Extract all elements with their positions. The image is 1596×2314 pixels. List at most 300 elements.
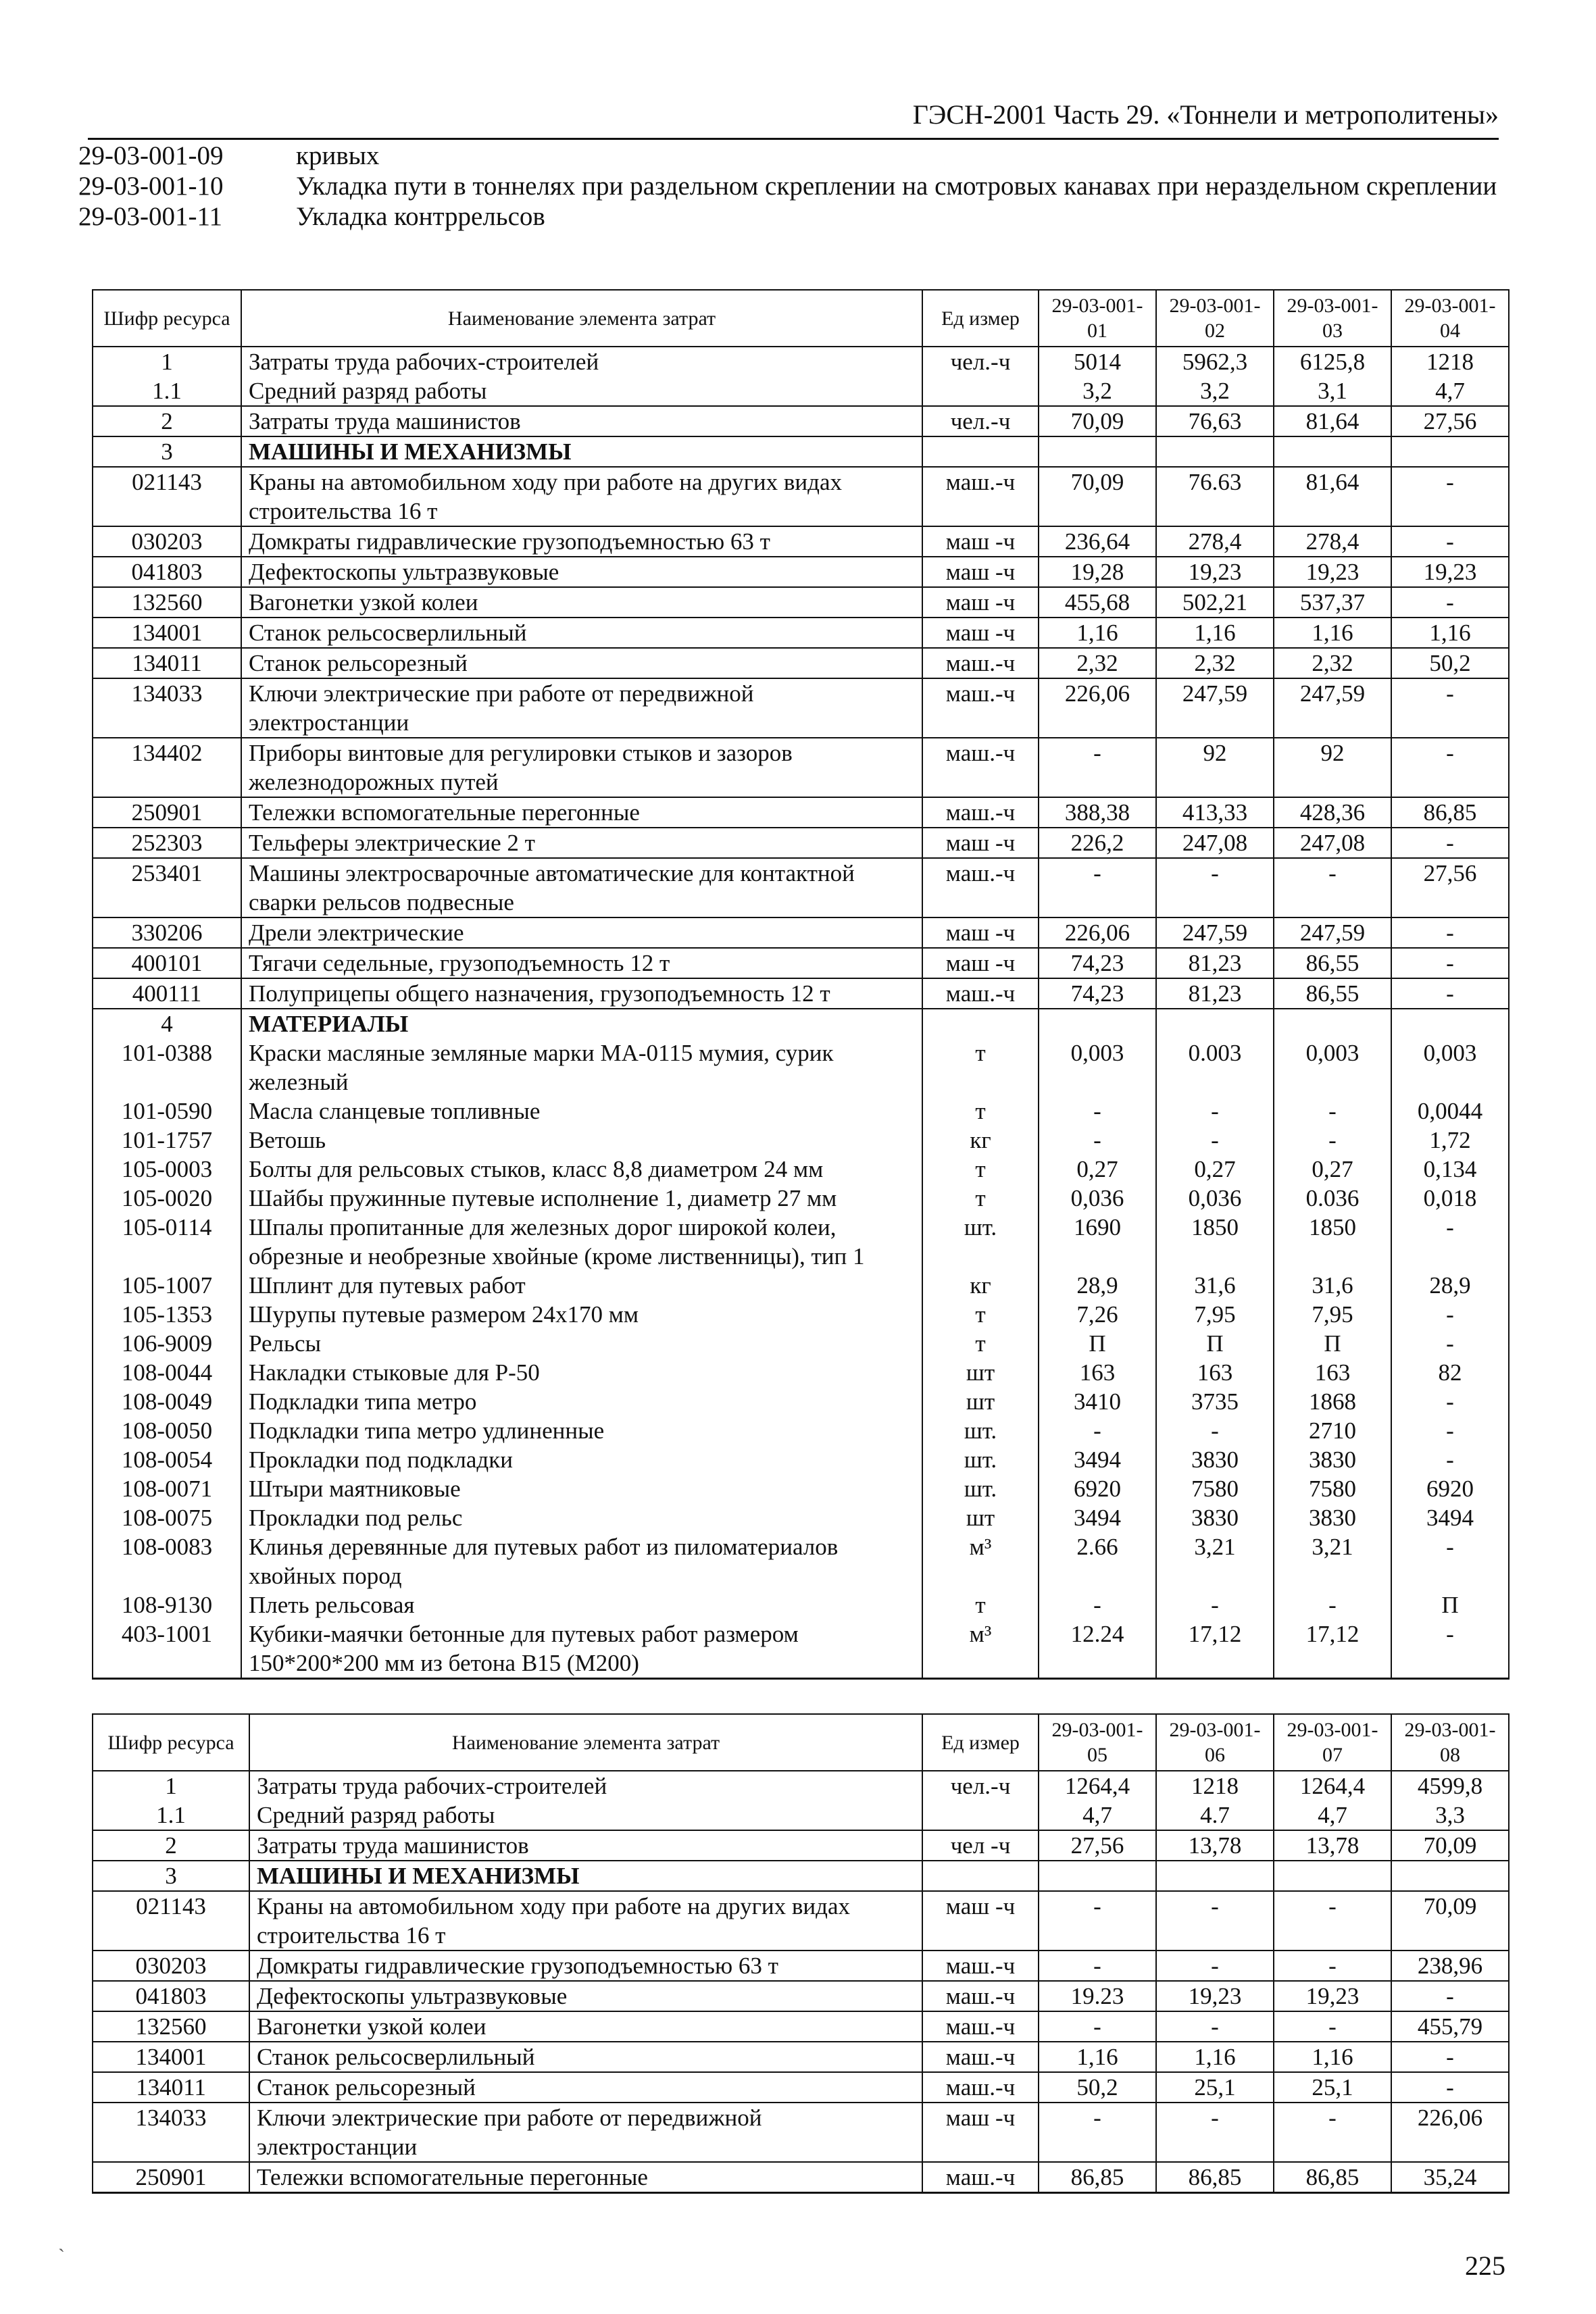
value-cell: 70,09	[1039, 406, 1156, 436]
value-cell: 3,1	[1274, 376, 1391, 406]
value-cell: -	[1039, 2103, 1156, 2162]
header-unit: Ед измер	[922, 1714, 1039, 1771]
table-row	[93, 436, 1509, 467]
value-cell: 19,23	[1391, 557, 1509, 587]
table-row	[93, 1416, 1509, 1445]
value-cell: -	[1391, 587, 1509, 618]
header-norm-col: 29-03-001-01	[1039, 290, 1156, 347]
cost-element-cell: Масла сланцевые топливные	[241, 1097, 922, 1126]
table-row	[93, 2042, 1509, 2072]
resource-code-cell: 134033	[93, 2103, 249, 2162]
resource-code-cell: 108-0044	[93, 1358, 241, 1387]
value-cell: 50,2	[1391, 648, 1509, 678]
value-cell: 163	[1156, 1358, 1274, 1387]
value-cell: 74,23	[1039, 948, 1156, 978]
value-cell: -	[1391, 1619, 1509, 1679]
value-cell: 31,6	[1274, 1271, 1391, 1300]
table-row	[93, 648, 1509, 678]
unit-cell	[922, 436, 1039, 467]
cost-element-cell: Дефектоскопы ультразвуковые	[249, 1981, 922, 2011]
value-cell: 86,55	[1274, 948, 1391, 978]
unit-cell: т	[922, 1038, 1039, 1097]
value-cell: -	[1274, 2103, 1391, 2162]
resource-code-cell: 134033	[93, 678, 241, 738]
cost-element-cell: Затраты труда рабочих-строителей	[241, 347, 922, 376]
cost-element-cell: Вагонетки узкой колеи	[249, 2011, 922, 2042]
unit-cell: маш -ч	[922, 618, 1039, 648]
resource-code-cell: 132560	[93, 2011, 249, 2042]
unit-cell: т	[922, 1155, 1039, 1184]
value-cell: 70,09	[1391, 1891, 1509, 1951]
cost-element-cell: Накладки стыковые для Р-50	[241, 1358, 922, 1387]
value-cell: -	[1391, 1445, 1509, 1474]
resource-code-cell: 108-0049	[93, 1387, 241, 1416]
value-cell: -	[1391, 678, 1509, 738]
value-cell: 4,7	[1391, 376, 1509, 406]
resource-code-cell: 132560	[93, 587, 241, 618]
value-cell: 1218	[1156, 1771, 1274, 1801]
value-cell: -	[1274, 1891, 1391, 1951]
table-row	[93, 1155, 1509, 1184]
value-cell: 1,72	[1391, 1126, 1509, 1155]
value-cell: 3410	[1039, 1387, 1156, 1416]
value-cell: 247,08	[1274, 828, 1391, 858]
resource-code-cell: 250901	[93, 797, 241, 828]
resource-code-cell: 2	[93, 1830, 249, 1861]
value-cell: -	[1391, 1300, 1509, 1329]
value-cell: 19,28	[1039, 557, 1156, 587]
cost-element-cell: Тележки вспомогательные перегонные	[249, 2162, 922, 2193]
resource-code-cell: 021143	[93, 467, 241, 526]
value-cell: 2.66	[1039, 1532, 1156, 1590]
unit-cell: маш -ч	[922, 2103, 1039, 2162]
value-cell: 7580	[1156, 1474, 1274, 1503]
value-cell: 238,96	[1391, 1951, 1509, 1981]
value-cell	[1274, 436, 1391, 467]
unit-cell: кг	[922, 1126, 1039, 1155]
unit-cell: шт	[922, 1358, 1039, 1387]
table-row	[93, 1981, 1509, 2011]
table-row	[93, 1771, 1509, 1801]
unit-cell: т	[922, 1590, 1039, 1619]
value-cell: 19.23	[1039, 1981, 1156, 2011]
unit-cell: маш.-ч	[922, 467, 1039, 526]
header-resource-code: Шифр ресурса	[93, 1714, 249, 1771]
value-cell: 2,32	[1039, 648, 1156, 678]
unit-cell: маш.-ч	[922, 858, 1039, 917]
value-cell: 226,06	[1039, 917, 1156, 948]
unit-cell: маш.-ч	[922, 2162, 1039, 2193]
table-row	[93, 948, 1509, 978]
value-cell: 25,1	[1156, 2072, 1274, 2103]
value-cell	[1156, 1861, 1274, 1891]
cost-element-cell: МАТЕРИАЛЫ	[241, 1009, 922, 1038]
unit-cell	[922, 1861, 1039, 1891]
resource-code-cell: 106-9009	[93, 1329, 241, 1358]
value-cell: 3830	[1156, 1445, 1274, 1474]
resource-code-cell: 403-1001	[93, 1619, 241, 1679]
value-cell: 19,23	[1156, 557, 1274, 587]
unit-cell: маш -ч	[922, 917, 1039, 948]
table-row	[93, 978, 1509, 1009]
unit-cell: маш -ч	[922, 526, 1039, 557]
value-cell: -	[1274, 2011, 1391, 2042]
resource-code-cell: 108-0075	[93, 1503, 241, 1532]
value-cell: 86,85	[1156, 2162, 1274, 2193]
unit-cell: маш.-ч	[922, 2011, 1039, 2042]
value-cell: -	[1156, 1126, 1274, 1155]
cost-element-cell: Плеть рельсовая	[241, 1590, 922, 1619]
unit-cell: чел.-ч	[922, 1771, 1039, 1801]
resource-code-cell: 400111	[93, 978, 241, 1009]
value-cell: 27,56	[1391, 858, 1509, 917]
table-row	[93, 2011, 1509, 2042]
value-cell: -	[1156, 2011, 1274, 2042]
table-row	[93, 1038, 1509, 1097]
resource-code-cell: 105-0020	[93, 1184, 241, 1213]
value-cell: -	[1391, 1329, 1509, 1358]
value-cell: -	[1391, 917, 1509, 948]
value-cell: -	[1156, 1951, 1274, 1981]
header-cost-element: Наименование элемента затрат	[241, 290, 922, 347]
value-cell: -	[1274, 1097, 1391, 1126]
unit-cell: шт.	[922, 1474, 1039, 1503]
value-cell: 1850	[1274, 1213, 1391, 1271]
resource-code-cell: 3	[93, 1861, 249, 1891]
unit-cell: маш -ч	[922, 828, 1039, 858]
table-row	[93, 467, 1509, 526]
table-row	[93, 1951, 1509, 1981]
scan-speck: `	[58, 2245, 65, 2267]
value-cell: 70,09	[1039, 467, 1156, 526]
value-cell: 2710	[1274, 1416, 1391, 1445]
value-cell: -	[1391, 948, 1509, 978]
work-code-id: 29-03-001-11	[78, 202, 223, 231]
value-cell: -	[1391, 1387, 1509, 1416]
value-cell: 76.63	[1156, 467, 1274, 526]
unit-cell: маш -ч	[922, 587, 1039, 618]
value-cell: 3,21	[1274, 1532, 1391, 1590]
value-cell: -	[1039, 1891, 1156, 1951]
value-cell: 247,08	[1156, 828, 1274, 858]
value-cell: 4,7	[1039, 1801, 1156, 1830]
value-cell: 3735	[1156, 1387, 1274, 1416]
value-cell: 92	[1274, 738, 1391, 797]
table-row	[93, 1830, 1509, 1861]
value-cell: 3494	[1039, 1503, 1156, 1532]
value-cell: 3830	[1274, 1503, 1391, 1532]
value-cell: -	[1039, 1126, 1156, 1155]
table-row	[93, 1474, 1509, 1503]
unit-cell: чел -ч	[922, 1830, 1039, 1861]
cost-element-cell: Дрели электрические	[241, 917, 922, 948]
cost-element-cell: Клинья деревянные для путевых работ из пиломатериалов хвойных пород	[241, 1532, 922, 1590]
document-title: ГЭСН-2001 Часть 29. «Тоннели и метрополитены»	[912, 99, 1499, 130]
cost-element-cell: Полуприцепы общего назначения, грузоподъемность 12 т	[241, 978, 922, 1009]
cost-element-cell: Рельсы	[241, 1329, 922, 1358]
work-code-description: Укладка пути в тоннелях при раздельном скреплении на смотровых канавах при нераздельном скреплении	[296, 172, 1497, 201]
value-cell: 7,95	[1156, 1300, 1274, 1329]
value-cell: 1850	[1156, 1213, 1274, 1271]
cost-element-cell: Затраты труда рабочих-строителей	[249, 1771, 922, 1801]
value-cell: -	[1391, 1981, 1509, 2011]
value-cell: 81,64	[1274, 467, 1391, 526]
value-cell: 163	[1274, 1358, 1391, 1387]
value-cell: 1,16	[1039, 2042, 1156, 2072]
value-cell: 13,78	[1156, 1830, 1274, 1861]
table-row	[93, 1213, 1509, 1271]
header-norm-col: 29-03-001-05	[1039, 1714, 1156, 1771]
value-cell: 0,036	[1039, 1184, 1156, 1213]
resource-code-cell: 253401	[93, 858, 241, 917]
resource-code-cell: 021143	[93, 1891, 249, 1951]
value-cell: -	[1039, 738, 1156, 797]
value-cell: 388,38	[1039, 797, 1156, 828]
table-row	[93, 828, 1509, 858]
value-cell: 1,16	[1039, 618, 1156, 648]
cost-element-cell: Станок рельсосверлильный	[241, 618, 922, 648]
work-code-id: 29-03-001-10	[78, 172, 224, 201]
unit-cell: шт.	[922, 1445, 1039, 1474]
table-row	[93, 1300, 1509, 1329]
table-row	[93, 1329, 1509, 1358]
unit-cell: м³	[922, 1532, 1039, 1590]
value-cell: 2,32	[1274, 648, 1391, 678]
value-cell: 455,68	[1039, 587, 1156, 618]
table-row	[93, 2072, 1509, 2103]
resource-code-cell: 105-0003	[93, 1155, 241, 1184]
value-cell: 7,26	[1039, 1300, 1156, 1329]
resource-code-cell: 1	[93, 347, 241, 376]
value-cell: 25,1	[1274, 2072, 1391, 2103]
table-row	[93, 858, 1509, 917]
cost-element-cell: Станок рельсосверлильный	[249, 2042, 922, 2072]
value-cell: 163	[1039, 1358, 1156, 1387]
cost-element-cell: Болты для рельсовых стыков, класс 8,8 диаметром 24 мм	[241, 1155, 922, 1184]
value-cell: 1690	[1039, 1213, 1156, 1271]
value-cell: 226,2	[1039, 828, 1156, 858]
value-cell: 28,9	[1391, 1271, 1509, 1300]
value-cell: 1,16	[1274, 618, 1391, 648]
header-resource-code: Шифр ресурса	[93, 290, 241, 347]
unit-cell: маш.-ч	[922, 738, 1039, 797]
resource-code-cell: 105-0114	[93, 1213, 241, 1271]
value-cell: 428,36	[1274, 797, 1391, 828]
value-cell: 86,85	[1039, 2162, 1156, 2193]
cost-element-cell: Затраты труда машинистов	[249, 1830, 922, 1861]
value-cell: 74,23	[1039, 978, 1156, 1009]
cost-element-cell: Тельферы электрические 2 т	[241, 828, 922, 858]
value-cell: 0,0044	[1391, 1097, 1509, 1126]
table-row	[93, 406, 1509, 436]
value-cell: 226,06	[1039, 678, 1156, 738]
table-row	[93, 1097, 1509, 1126]
cost-element-cell: Домкраты гидравлические грузоподъемностью 63 т	[249, 1951, 922, 1981]
value-cell: 6125,8	[1274, 347, 1391, 376]
value-cell: 3830	[1156, 1503, 1274, 1532]
unit-cell: т	[922, 1300, 1039, 1329]
value-cell: -	[1039, 1416, 1156, 1445]
cost-element-cell: МАШИНЫ И МЕХАНИЗМЫ	[249, 1861, 922, 1891]
table-row	[93, 1891, 1509, 1951]
table-body	[93, 1771, 1509, 2193]
cost-element-cell: Тележки вспомогательные перегонные	[241, 797, 922, 828]
value-cell: 1,16	[1156, 2042, 1274, 2072]
cost-element-cell: Краски масляные земляные марки МА-0115 мумия, сурик железный	[241, 1038, 922, 1097]
value-cell: 86,55	[1274, 978, 1391, 1009]
cost-element-cell: Средний разряд работы	[249, 1801, 922, 1830]
cost-element-cell: Затраты труда машинистов	[241, 406, 922, 436]
unit-cell: шт.	[922, 1213, 1039, 1271]
unit-cell: шт	[922, 1503, 1039, 1532]
table-row	[93, 1009, 1509, 1038]
value-cell: 2,32	[1156, 648, 1274, 678]
table-row	[93, 2103, 1509, 2162]
work-codes-list	[78, 141, 1504, 232]
value-cell: 19,23	[1156, 1981, 1274, 2011]
value-cell: -	[1391, 1416, 1509, 1445]
value-cell: 0,003	[1274, 1038, 1391, 1097]
table-row	[93, 678, 1509, 738]
value-cell: 4.7	[1156, 1801, 1274, 1830]
value-cell: 6920	[1039, 1474, 1156, 1503]
value-cell: -	[1391, 738, 1509, 797]
resource-code-cell: 108-0050	[93, 1416, 241, 1445]
work-code-id: 29-03-001-09	[78, 141, 224, 170]
value-cell: -	[1391, 828, 1509, 858]
value-cell: 3830	[1274, 1445, 1391, 1474]
value-cell: 4,7	[1274, 1801, 1391, 1830]
value-cell: 1264,4	[1039, 1771, 1156, 1801]
value-cell: 1,16	[1391, 618, 1509, 648]
cost-element-cell: Краны на автомобильном ходу при работе на других видах строительства 16 т	[241, 467, 922, 526]
table-row	[93, 347, 1509, 376]
value-cell: 5014	[1039, 347, 1156, 376]
page-number: 225	[1465, 2250, 1505, 2281]
cost-element-cell: Штыри маятниковые	[241, 1474, 922, 1503]
value-cell: 6920	[1391, 1474, 1509, 1503]
value-cell: 413,33	[1156, 797, 1274, 828]
cost-element-cell: Дефектоскопы ультразвуковые	[241, 557, 922, 587]
value-cell: 28,9	[1039, 1271, 1156, 1300]
value-cell: 1,16	[1156, 618, 1274, 648]
value-cell: 247,59	[1156, 917, 1274, 948]
value-cell: 27,56	[1039, 1830, 1156, 1861]
resource-code-cell: 134011	[93, 648, 241, 678]
table-row	[93, 557, 1509, 587]
unit-cell: кг	[922, 1271, 1039, 1300]
value-cell: 13,78	[1274, 1830, 1391, 1861]
unit-cell: маш -ч	[922, 557, 1039, 587]
resource-code-cell: 250901	[93, 2162, 249, 2193]
resource-code-cell: 041803	[93, 557, 241, 587]
table-row	[93, 1126, 1509, 1155]
resource-code-cell: 4	[93, 1009, 241, 1038]
value-cell: -	[1156, 1416, 1274, 1445]
unit-cell: маш.-ч	[922, 797, 1039, 828]
table-header-row	[93, 1714, 1509, 1771]
value-cell: 17,12	[1156, 1619, 1274, 1679]
cost-element-cell: Тягачи седельные, грузоподъемность 12 т	[241, 948, 922, 978]
cost-element-cell: Кубики-маячки бетонные для путевых работ размером 150*200*200 мм из бетона В15 (М200)	[241, 1619, 922, 1679]
resource-code-cell: 134011	[93, 2072, 249, 2103]
resource-code-cell: 330206	[93, 917, 241, 948]
value-cell: -	[1274, 1126, 1391, 1155]
value-cell: 278,4	[1156, 526, 1274, 557]
unit-cell: чел.-ч	[922, 406, 1039, 436]
value-cell: 0,27	[1156, 1155, 1274, 1184]
value-cell: 12.24	[1039, 1619, 1156, 1679]
value-cell: П	[1391, 1590, 1509, 1619]
cost-element-cell: Краны на автомобильном ходу при работе на других видах строительства 16 т	[249, 1891, 922, 1951]
value-cell: 1218	[1391, 347, 1509, 376]
value-cell: 455,79	[1391, 2011, 1509, 2042]
value-cell: 247,59	[1274, 917, 1391, 948]
table-row	[93, 1532, 1509, 1590]
value-cell: 247,59	[1156, 678, 1274, 738]
resource-code-cell: 134001	[93, 2042, 249, 2072]
cost-element-cell: Машины электросварочные автоматические для контактной сварки рельсов подвесные	[241, 858, 922, 917]
value-cell	[1274, 1009, 1391, 1038]
resource-code-cell: 1.1	[93, 376, 241, 406]
resource-code-cell: 030203	[93, 1951, 249, 1981]
value-cell: 0.003	[1156, 1038, 1274, 1097]
value-cell: 81,23	[1156, 948, 1274, 978]
table-row	[93, 1387, 1509, 1416]
cost-element-cell: Подкладки типа метро	[241, 1387, 922, 1416]
page-header	[88, 95, 1499, 140]
unit-cell: маш.-ч	[922, 1981, 1039, 2011]
value-cell: -	[1391, 467, 1509, 526]
value-cell: 0,27	[1274, 1155, 1391, 1184]
value-cell: -	[1156, 2103, 1274, 2162]
value-cell	[1274, 1861, 1391, 1891]
unit-cell: маш.-ч	[922, 1951, 1039, 1981]
table-row	[93, 1184, 1509, 1213]
cost-element-cell: Ключи электрические при работе от передвижной электростанции	[249, 2103, 922, 2162]
value-cell: 82	[1391, 1358, 1509, 1387]
value-cell	[1039, 436, 1156, 467]
value-cell: 0,018	[1391, 1184, 1509, 1213]
table-row	[93, 1358, 1509, 1387]
value-cell: -	[1039, 1097, 1156, 1126]
value-cell: 76,63	[1156, 406, 1274, 436]
value-cell: 7,95	[1274, 1300, 1391, 1329]
resource-code-cell: 108-0083	[93, 1532, 241, 1590]
cost-element-cell: Шплинт для путевых работ	[241, 1271, 922, 1300]
resource-code-cell: 108-9130	[93, 1590, 241, 1619]
value-cell: 86,85	[1274, 2162, 1391, 2193]
value-cell: 1868	[1274, 1387, 1391, 1416]
table-row	[93, 1801, 1509, 1830]
value-cell: П	[1156, 1329, 1274, 1358]
cost-element-cell: Приборы винтовые для регулировки стыков и зазоров железнодорожных путей	[241, 738, 922, 797]
value-cell: -	[1391, 978, 1509, 1009]
value-cell: -	[1391, 1213, 1509, 1271]
value-cell	[1039, 1861, 1156, 1891]
value-cell	[1391, 1009, 1509, 1038]
value-cell: 0.036	[1274, 1184, 1391, 1213]
value-cell: -	[1156, 1590, 1274, 1619]
value-cell: П	[1274, 1329, 1391, 1358]
value-cell: -	[1156, 1097, 1274, 1126]
value-cell: 3,2	[1156, 376, 1274, 406]
value-cell	[1156, 436, 1274, 467]
resource-code-cell: 252303	[93, 828, 241, 858]
value-cell: 50,2	[1039, 2072, 1156, 2103]
table-row	[93, 1619, 1509, 1679]
value-cell: -	[1391, 1532, 1509, 1590]
